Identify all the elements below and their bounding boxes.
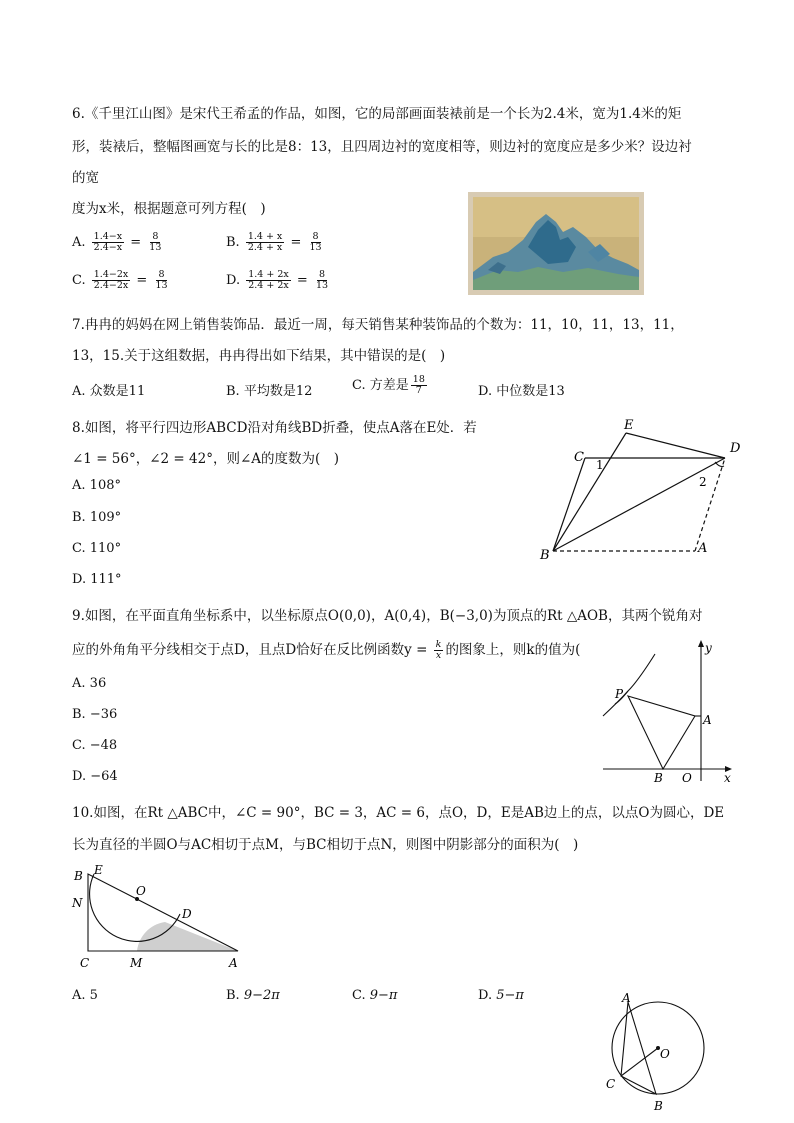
q7-option-d[interactable]: D. 中位数是13 — [478, 384, 565, 399]
q7-option-c[interactable]: C. 方差是 $\frac{18}{7}$ — [352, 374, 425, 396]
circle-label-a: A — [622, 991, 631, 1005]
q9-line2: 应的外角角平分线相交于点D，且点D恰好在反比例函数y = $\frac{k}{x}$ 的图象上，则k的值为( — [72, 639, 581, 661]
q10-option-b[interactable]: B. 9−2π — [226, 988, 280, 1003]
q8-label-a: A — [698, 541, 708, 556]
q10-label-n: N — [72, 896, 83, 910]
q10-label-c: C — [80, 956, 90, 970]
q9-coordinate-figure — [598, 636, 748, 786]
q6-line2: 形，装裱后，整幅图画宽与长的比是8：13，且四周边衬的宽度相等，则边衬的宽度应是多少米？设边衬 — [72, 139, 692, 155]
q8-option-c[interactable]: C. 110° — [72, 541, 122, 556]
q8-label-1: 1 — [596, 458, 604, 472]
q10-option-a[interactable]: A. 5 — [72, 988, 98, 1003]
q8-parallelogram-figure — [530, 412, 750, 567]
circle-label-b: B — [654, 1099, 663, 1113]
q8-label-c: C — [574, 450, 584, 465]
q8-label-2: 2 — [699, 475, 707, 489]
q10-line1: 10.如图，在Rt △ABC中，∠C = 90°，BC = 3，AC = 6，点O，D，E是AB边上的点，以点O为圆心，DE — [72, 805, 725, 821]
q9-option-b[interactable]: B. −36 — [72, 707, 118, 722]
q7-line1: 7.冉冉的妈妈在网上销售装饰品．最近一周，每天销售某种装饰品的个数为：11，10，11，13，11， — [72, 317, 684, 333]
q8-label-b: B — [540, 548, 550, 563]
q10-label-a: A — [229, 956, 238, 970]
landscape-painting-image — [468, 192, 644, 295]
q9-label-b: B — [654, 771, 663, 785]
q10-option-c[interactable]: C. 9−π — [352, 988, 398, 1003]
q6-line1: 6.《千里江山图》是宋代王希孟的作品，如图，它的局部画面装裱前是一个长为2.4米，宽为1.4米的矩 — [72, 106, 682, 122]
q8-label-d: D — [730, 441, 741, 456]
q10-label-m: M — [130, 956, 143, 970]
q10-label-b: B — [74, 869, 83, 883]
circle-label-o: O — [660, 1047, 670, 1061]
q6-line4: 度为x米，根据题意可列方程( ) — [72, 201, 266, 217]
q6-option-b[interactable]: B. $\frac{1.4 + x}{2.4 + x}$ = $\frac{8}{13}$ — [226, 231, 322, 253]
q9-label-x: x — [724, 771, 731, 785]
q9-label-o: O — [682, 771, 692, 785]
q10-option-d[interactable]: D. 5−π — [478, 988, 524, 1003]
q9-option-a[interactable]: A. 36 — [72, 676, 107, 691]
q8-line2: ∠1 = 56°，∠2 = 42°，则∠A的度数为( ) — [72, 451, 340, 467]
q9-label-y: y — [705, 641, 712, 655]
circle-figure — [598, 990, 708, 1115]
q9-line1: 9.如图，在平面直角坐标系中，以坐标原点O(0,0)，A(0,4)，B(−3,0)为顶点的Rt △AOB，其两个锐角对 — [72, 608, 703, 624]
q8-option-d[interactable]: D. 111° — [72, 572, 122, 587]
q9-option-c[interactable]: C. −48 — [72, 738, 118, 753]
q7-option-a[interactable]: A. 众数是11 — [72, 384, 146, 399]
q10-label-o: O — [136, 884, 146, 898]
q8-option-a[interactable]: A. 108° — [72, 478, 121, 493]
q10-label-e: E — [94, 863, 103, 877]
circle-label-c: C — [606, 1077, 616, 1091]
q6-option-d[interactable]: D. $\frac{1.4 + 2x}{2.4 + 2x}$ = $\frac{8}{13}$ — [226, 269, 329, 291]
q7-line2: 13，15.关于这组数据，冉冉得出如下结果，其中错误的是( ) — [72, 348, 446, 364]
q8-label-e: E — [624, 418, 634, 433]
q6-option-c[interactable]: C. $\frac{1.4-2x}{2.4-2x}$ = $\frac{8}{13}$ — [72, 269, 168, 291]
q6-line3: 的宽 — [72, 170, 99, 186]
q9-label-a: A — [703, 713, 712, 727]
q9-label-p: P — [615, 687, 624, 701]
q6-option-a[interactable]: A. $\frac{1.4-x}{2.4-x}$ = $\frac{8}{13}$ — [72, 231, 162, 253]
q10-line2: 长为直径的半圆O与AC相切于点M，与BC相切于点N，则图中阴影部分的面积为( ) — [72, 837, 579, 853]
q7-option-b[interactable]: B. 平均数是12 — [226, 384, 313, 399]
q10-triangle-figure — [70, 862, 250, 972]
q8-line1: 8.如图，将平行四边形ABCD沿对角线BD折叠，使点A落在E处．若 — [72, 420, 477, 436]
q8-option-b[interactable]: B. 109° — [72, 510, 122, 525]
q10-label-d: D — [182, 907, 192, 921]
q9-option-d[interactable]: D. −64 — [72, 769, 118, 784]
